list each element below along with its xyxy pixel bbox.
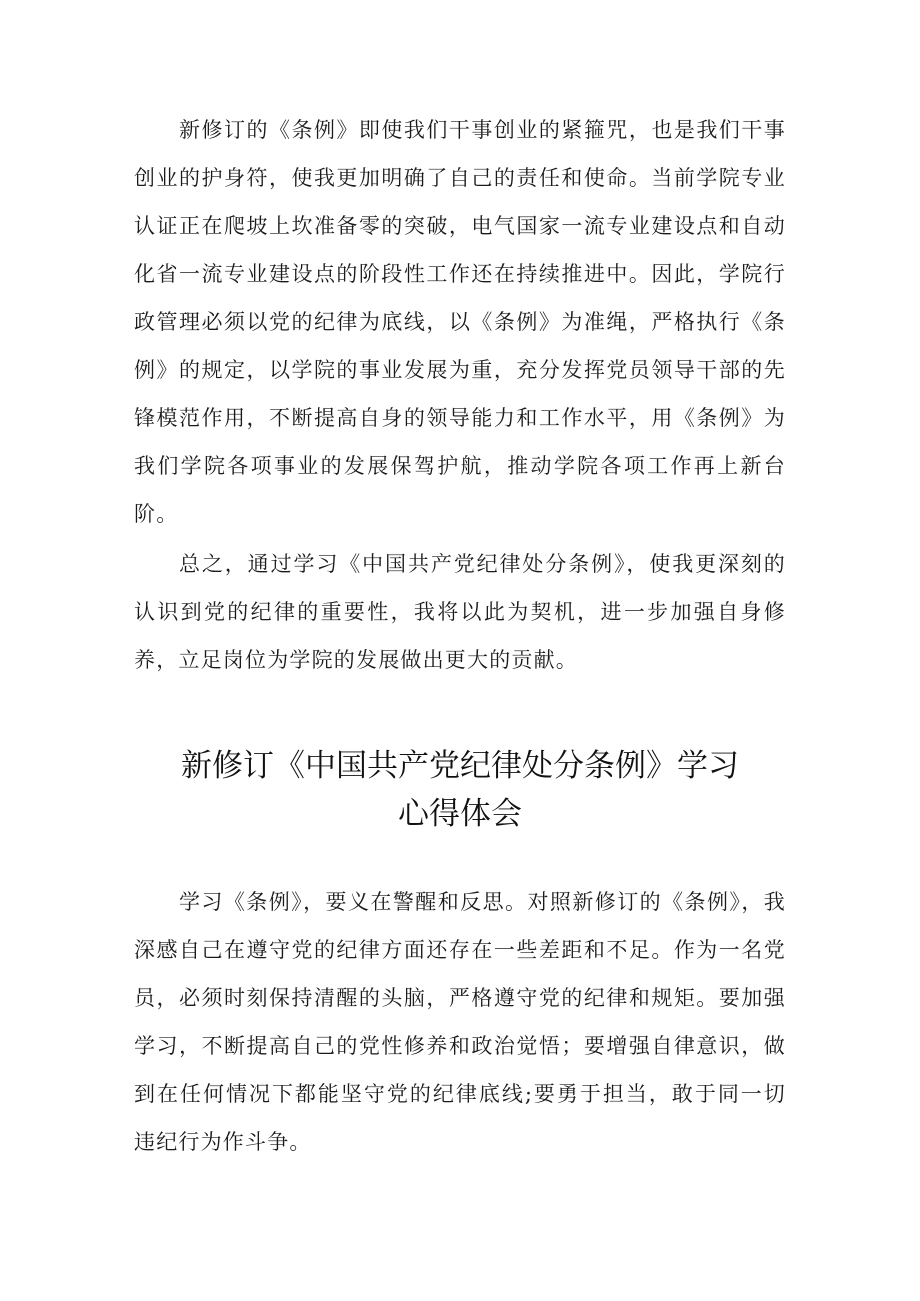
title-line: 新修订《中国共产党纪律处分条例》学习 bbox=[181, 748, 739, 784]
body-paragraph: 新修订的《条例》即使我们干事创业的紧箍咒，也是我们干事创业的护身符，使我更加明确了自己的责任和使命。当前学院专业认证正在爬坡上坎准备零的突破，电气国家一流专业建设点和自动化省一流专业建设点的阶段性工作还在持续推进中。因此，学院行政管理必须以党的纪律为底线，以《条例》为准绳，严格执行《条例》的规定，以学院的事业发展为重，充分发挥党员领导干部的先锋模范作用，不断提高自身的领导能力和工作水平，用《条例》为我们学院各项事业的发展保驾护航，推动学院各项工作再上新台阶。 bbox=[134, 118, 786, 526]
title-line: 心得体会 bbox=[398, 796, 522, 832]
document-title bbox=[120, 742, 800, 838]
body-paragraph: 学习《条例》，要义在警醒和反思。对照新修订的《条例》，我深感自己在遵守党的纪律方面还存在一些差距和不足。作为一名党员，必须时刻保持清醒的头脑，严格遵守党的纪律和规矩。要加强学习，不断提高自己的党性修养和政治觉悟；要增强自律意识，做到在任何情况下都能坚守党的纪律底线;要勇于担当，敢于同一切违纪行为作斗争。 bbox=[134, 890, 786, 1154]
body-paragraph: 总之，通过学习《中国共产党纪律处分条例》，使我更深刻的认识到党的纪律的重要性，我将以此为契机，进一步加强自身修养，立足岗位为学院的发展做出更大的贡献。 bbox=[134, 552, 786, 672]
